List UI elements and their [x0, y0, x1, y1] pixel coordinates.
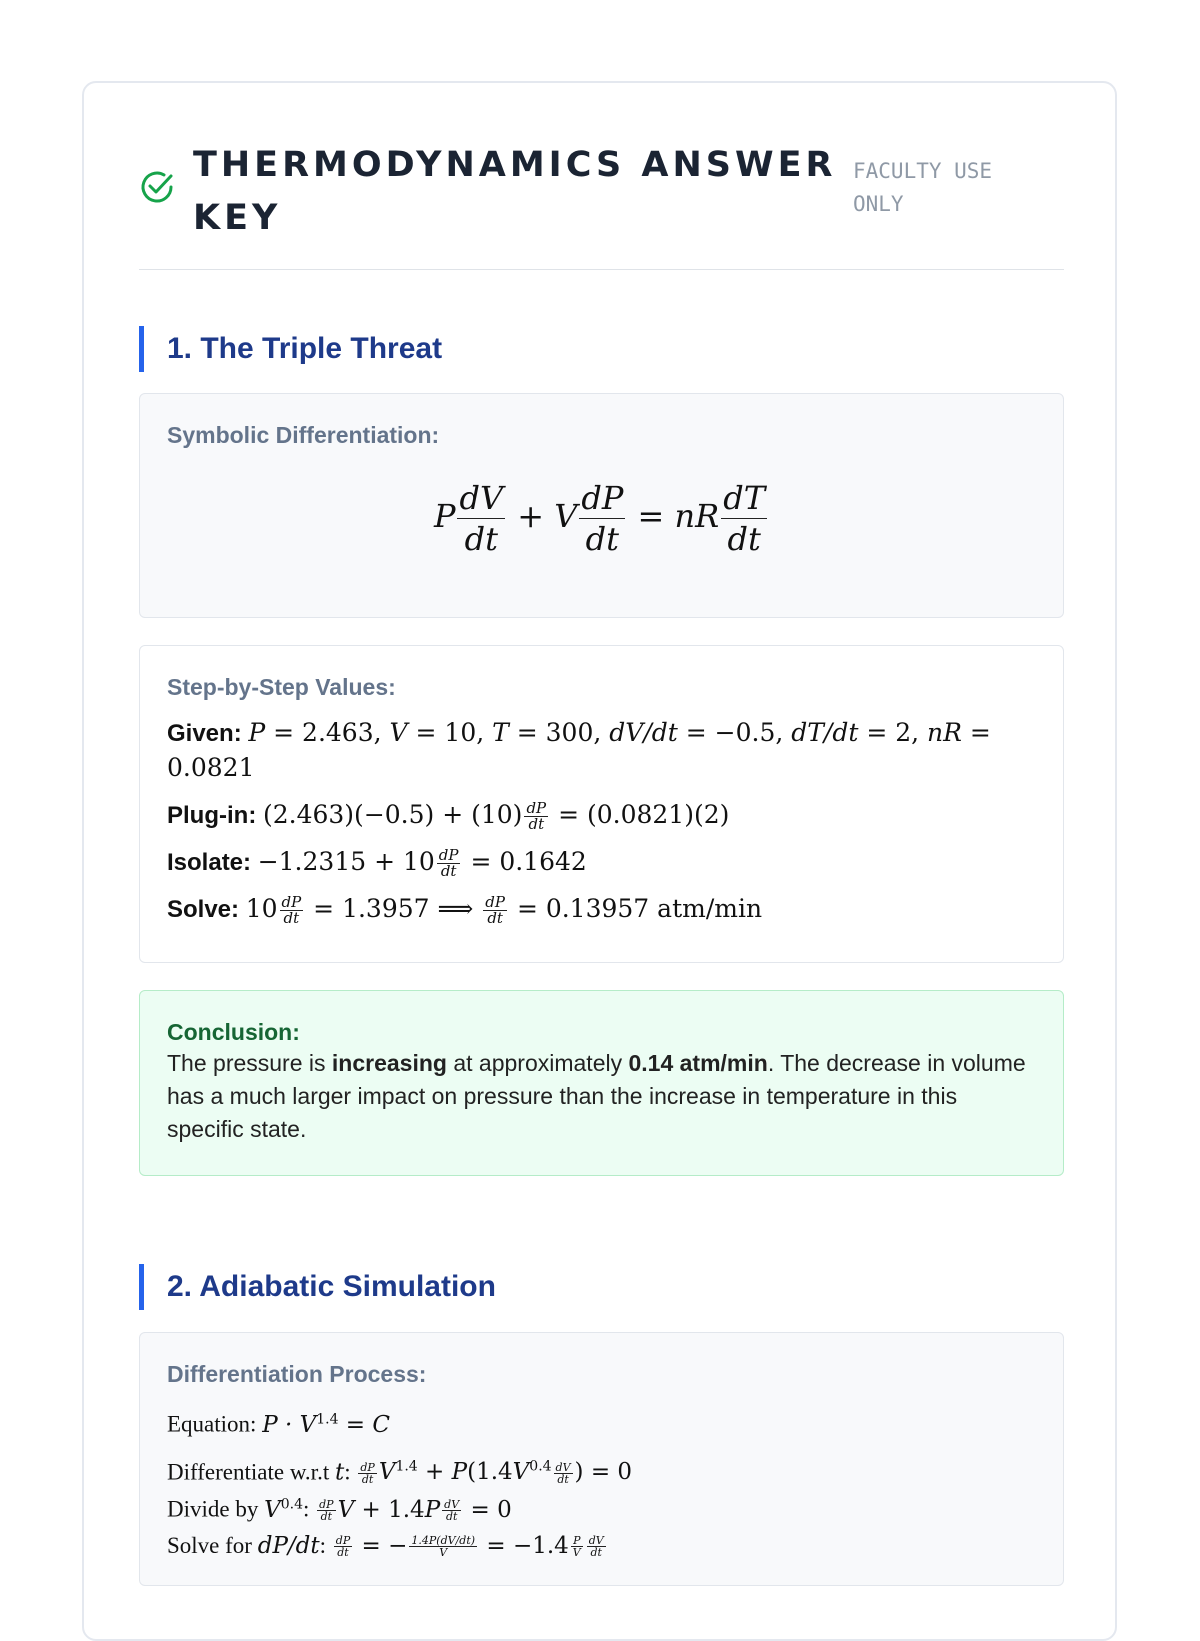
differentiate-step: Differentiate w.r.t t: $\frac{dP}{dt}$ $V^{1.4} + P(1.4V^{0.4}$ $\frac{dV}{dt}$ ) = 0 [167, 1458, 633, 1486]
conclusion-label: Conclusion: [167, 1019, 300, 1045]
solve-label: Solve: [167, 896, 240, 923]
check-circle-icon [139, 169, 175, 205]
page-title: THERMODYNAMICS ANSWER KEY [193, 145, 837, 238]
symbolic-differentiation-box [139, 393, 1064, 618]
given-label: Given: [167, 720, 242, 747]
conclusion-box [139, 990, 1064, 1176]
isolate-step: Isolate: −1.2315 + 10 $\frac{dP}{dt}$ = 0.1642 [167, 846, 587, 880]
symbolic-label: Symbolic Differentiation: [167, 422, 440, 448]
related-rates-equation: P $\frac{dV}{dt}$ + V $\frac{dP}{dt}$ = nR $\frac{dT}{dt}$ [433, 479, 766, 558]
document-header [139, 139, 1064, 270]
plugin-step: Plug-in: (2.463)(−0.5) + (10) $\frac{dP}{dt}$ = (0.0821)(2) [167, 799, 730, 833]
faculty-use-badge: FACULTY USE ONLY [853, 159, 993, 216]
section-title-adiabatic: 2. Adiabatic Simulation [139, 1264, 767, 1310]
plugin-label: Plug-in: [167, 802, 257, 829]
section-title-triple-threat: 1. The Triple Threat [139, 326, 767, 372]
adiabatic-equation: Equation: $P \cdot V^{1.4} = C$ [167, 1411, 390, 1438]
given-values: Given: P = 2.463, V = 10, T = 300, dV/dt = −0.5, dT/dt = 2, nR = 0.0821 [167, 718, 991, 782]
rate-units: atm/min [657, 894, 763, 923]
answer-key-card [82, 81, 1117, 1641]
isolate-label: Isolate: [167, 849, 252, 876]
conclusion-text: The pressure is increasing at approximately 0.14 atm/min. The decrease in volume has a much larger impact on pressure than the increase in temperature in this specific state. [167, 1050, 1026, 1142]
divide-step: Divide by $V^{0.4}$: $\frac{dP}{dt}$ V + 1.4P $\frac{dV}{dt}$ = 0 [167, 1496, 512, 1524]
steps-label: Step-by-Step Values: [167, 674, 396, 700]
differentiation-process-box [139, 1332, 1064, 1586]
process-label: Differentiation Process: [167, 1361, 427, 1387]
solve-step: Solve: 10 $\frac{dP}{dt}$ = 1.3957 ⟹ $\frac{dP}{dt}$ = 0.13957 atm/min [167, 893, 763, 927]
step-by-step-box [139, 645, 1064, 963]
solve-dpdt-step: Solve for dP/dt: $\frac{dP}{dt}$ = − $\frac{1.4P(dV/dt)}{V}$ = −1.4 $\frac{P}{V}$ $\frac{dV}{dt}$ [167, 1532, 604, 1560]
